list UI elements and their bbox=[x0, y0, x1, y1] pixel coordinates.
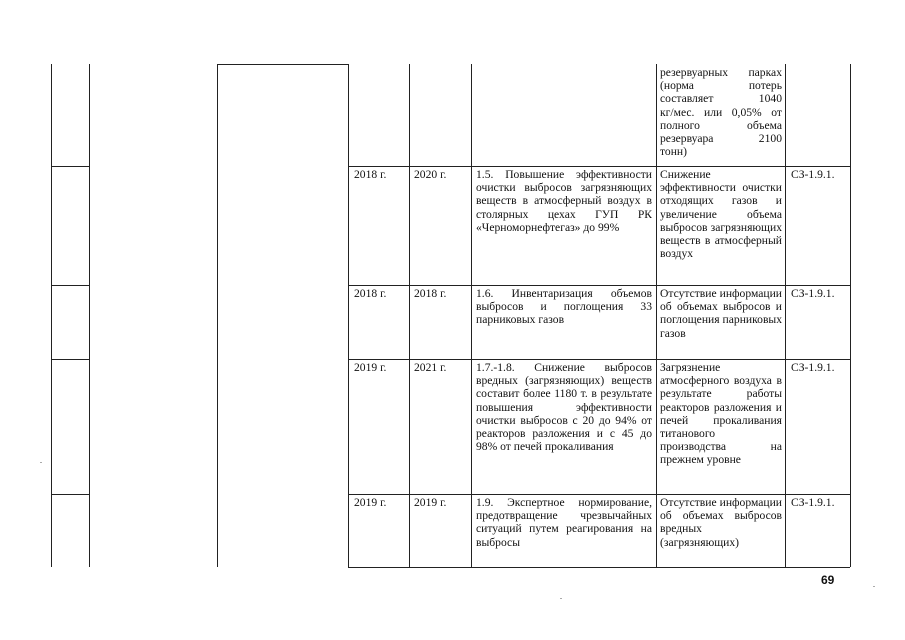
start-year: 2019 г. bbox=[354, 496, 387, 509]
table-border bbox=[785, 64, 786, 567]
left-table-border bbox=[217, 64, 349, 65]
table-border bbox=[348, 64, 349, 567]
continuation-cell bbox=[660, 66, 782, 158]
scan-speck bbox=[560, 598, 562, 599]
table-border bbox=[850, 64, 851, 567]
table-border bbox=[656, 64, 657, 567]
continuation-line: тонн) bbox=[660, 145, 687, 159]
table-border bbox=[471, 64, 472, 567]
table-border bbox=[348, 285, 850, 286]
start-year: 2019 г. bbox=[354, 361, 387, 374]
left-table-border bbox=[217, 64, 218, 567]
indicator-code: СЗ-1.9.1. bbox=[791, 287, 835, 300]
continuation-line: составляет 1040 bbox=[660, 92, 782, 106]
continuation-line: резервуарных парках bbox=[660, 66, 782, 79]
start-year: 2018 г. bbox=[354, 168, 387, 181]
continuation-line: кг/мес. или 0,05% от bbox=[660, 105, 782, 119]
indicator-code: СЗ-1.9.1. bbox=[791, 361, 835, 374]
left-table-border bbox=[89, 64, 90, 567]
problem-text: Загрязнение атмосферного воздуха в результате работы реакторов разложения и печей прокаливания титанового производства на прежнем уровне bbox=[660, 361, 782, 467]
left-table-border bbox=[51, 64, 52, 567]
page-number: 69 bbox=[821, 573, 835, 587]
measure-text: 1.7.-1.8. Снижение выбросов вредных (загрязняющих) веществ составит более 1180 т. в результате повышения эффективности очистки выбросов с 20 до 94% от реакторов разложения и с 45 до 98% от печей прокаливания bbox=[476, 361, 652, 454]
table-border bbox=[348, 567, 850, 568]
left-table-border bbox=[51, 359, 89, 360]
table-border bbox=[409, 64, 410, 567]
continuation-line: резервуара 2100 bbox=[660, 132, 782, 146]
table-border bbox=[348, 166, 850, 167]
left-table-border bbox=[51, 285, 89, 286]
start-year: 2018 г. bbox=[354, 287, 387, 300]
indicator-code: СЗ-1.9.1. bbox=[791, 496, 835, 509]
scan-speck bbox=[40, 462, 42, 463]
table-border bbox=[348, 359, 850, 360]
measure-text: 1.9. Экспертное нормирование, предотвращение чрезвычайных ситуаций путем реагирования на выбросы bbox=[476, 496, 652, 549]
table-border bbox=[348, 494, 850, 495]
end-year: 2018 г. bbox=[414, 287, 447, 300]
measure-text: 1.5. Повышение эффективности очистки выбросов загрязняющих веществ в атмосферный воздух в столярных цехах ГУП РК «Черноморнефтегаз» до 99% bbox=[476, 168, 652, 234]
end-year: 2021 г. bbox=[414, 361, 447, 374]
left-table-border bbox=[51, 494, 89, 495]
continuation-line: полного объема bbox=[660, 118, 782, 132]
problem-text: Снижение эффективности очистки отходящих газов и увеличение объема выбросов загрязняющих веществ в атмосферный воздух bbox=[660, 168, 782, 261]
continuation-line: (норма потерь bbox=[660, 79, 782, 93]
indicator-code: СЗ-1.9.1. bbox=[791, 168, 835, 181]
scan-speck bbox=[873, 586, 875, 587]
left-table-border bbox=[51, 166, 89, 167]
end-year: 2019 г. bbox=[414, 496, 447, 509]
measure-text: 1.6. Инвентаризация объемов выбросов и поглощения 33 парниковых газов bbox=[476, 287, 652, 327]
end-year: 2020 г. bbox=[414, 168, 447, 181]
problem-text: Отсутствие информации об объемах выбросов и поглощения парниковых газов bbox=[660, 287, 782, 340]
problem-text: Отсутствие информации об объемах выбросов вредных (загрязняющих) bbox=[660, 496, 782, 549]
